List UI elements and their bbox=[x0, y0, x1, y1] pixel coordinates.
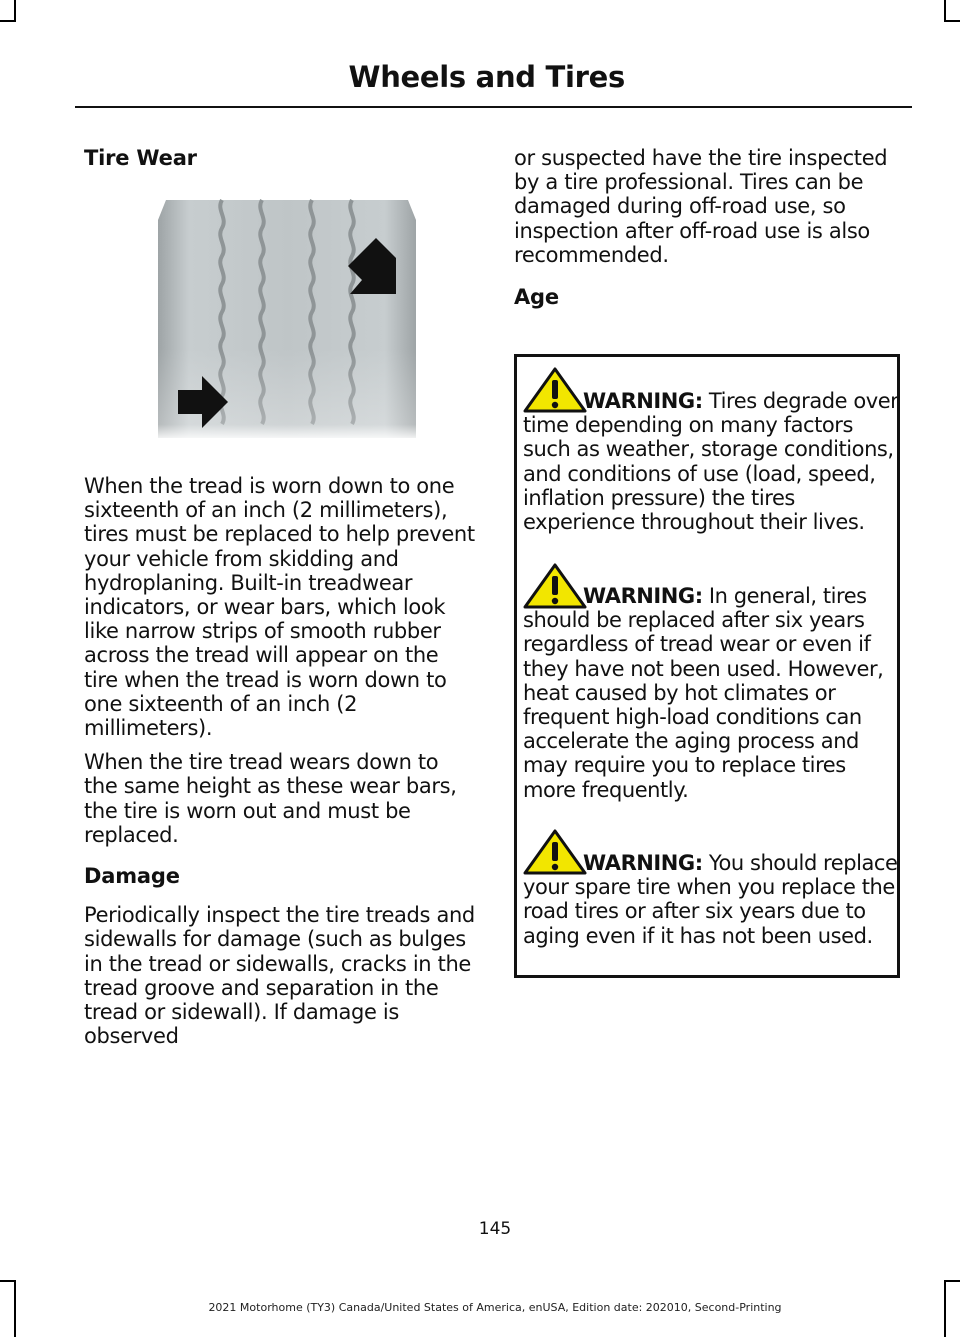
warning-six-years bbox=[523, 584, 899, 802]
warning-degrade bbox=[523, 389, 899, 534]
tire-wear-heading: Tire Wear bbox=[84, 146, 197, 170]
warning-text: Tires degrade over time depending on many factors such as weather, storage conditions, and conditions of use (load, speed, inflation pressure) the tires experience throughout their lives. bbox=[523, 389, 899, 535]
age-heading: Age bbox=[514, 285, 559, 310]
edition-footer: 2021 Motorhome (TY3) Canada/United States of America, enUSA, Edition date: 202010, Second-Printing bbox=[208, 1301, 782, 1314]
warning-box bbox=[514, 354, 900, 978]
damage-paragraph: Periodically inspect the tire treads and sidewalls for damage (such as bulges in the tread or sidewalls, cracks in the tread groove and separation in the tread or sidewall). If damage is observed bbox=[84, 903, 475, 1049]
header-rule bbox=[75, 106, 912, 108]
wear-bar-paragraph: When the tire tread wears down to the same height as these wear bars, the tire is worn out and must be replaced. bbox=[84, 750, 457, 847]
page-title: Wheels and Tires bbox=[348, 60, 625, 94]
tire-tread-figure bbox=[158, 198, 416, 438]
warning-text: You should replace your spare tire when you replace the road tires or after six years due to aging even if it has not been used. bbox=[523, 851, 898, 948]
crop-mark bbox=[0, 20, 16, 22]
crop-mark bbox=[0, 1280, 16, 1282]
crop-mark bbox=[944, 1280, 960, 1282]
warning-label: WARNING: bbox=[583, 851, 703, 875]
inspection-paragraph: or suspected have the tire inspected by a tire professional. Tires can be damaged during off-road use, so inspection after off-road use is also recommended. bbox=[514, 146, 888, 267]
page-number: 145 bbox=[478, 1219, 512, 1239]
crop-mark bbox=[944, 0, 946, 20]
right-column bbox=[514, 146, 906, 310]
warning-label: WARNING: bbox=[583, 584, 703, 608]
crop-mark bbox=[944, 20, 960, 22]
damage-heading: Damage bbox=[84, 864, 180, 889]
warning-text: In general, tires should be replaced after six years regardless of tread wear or even if they have not been used. However, heat caused by hot climates or frequent high-load conditions can accelerate the aging process and may require you to replace tires more frequently. bbox=[523, 584, 884, 802]
left-column bbox=[84, 146, 476, 1049]
warning-spare-tire bbox=[523, 851, 899, 948]
tread-wear-paragraph: When the tread is worn down to one sixteenth of an inch (2 millimeters), tires must be replaced to help prevent your vehicle from skidding and hydroplaning. Built-in treadwear indicators, or wear bars, which look like narrow strips of smooth rubber across the tread will appear on the tire when the tread is worn down to one sixteenth of an inch (2 millimeters). bbox=[84, 474, 475, 741]
warning-label: WARNING: bbox=[583, 389, 703, 413]
crop-mark bbox=[14, 0, 16, 20]
